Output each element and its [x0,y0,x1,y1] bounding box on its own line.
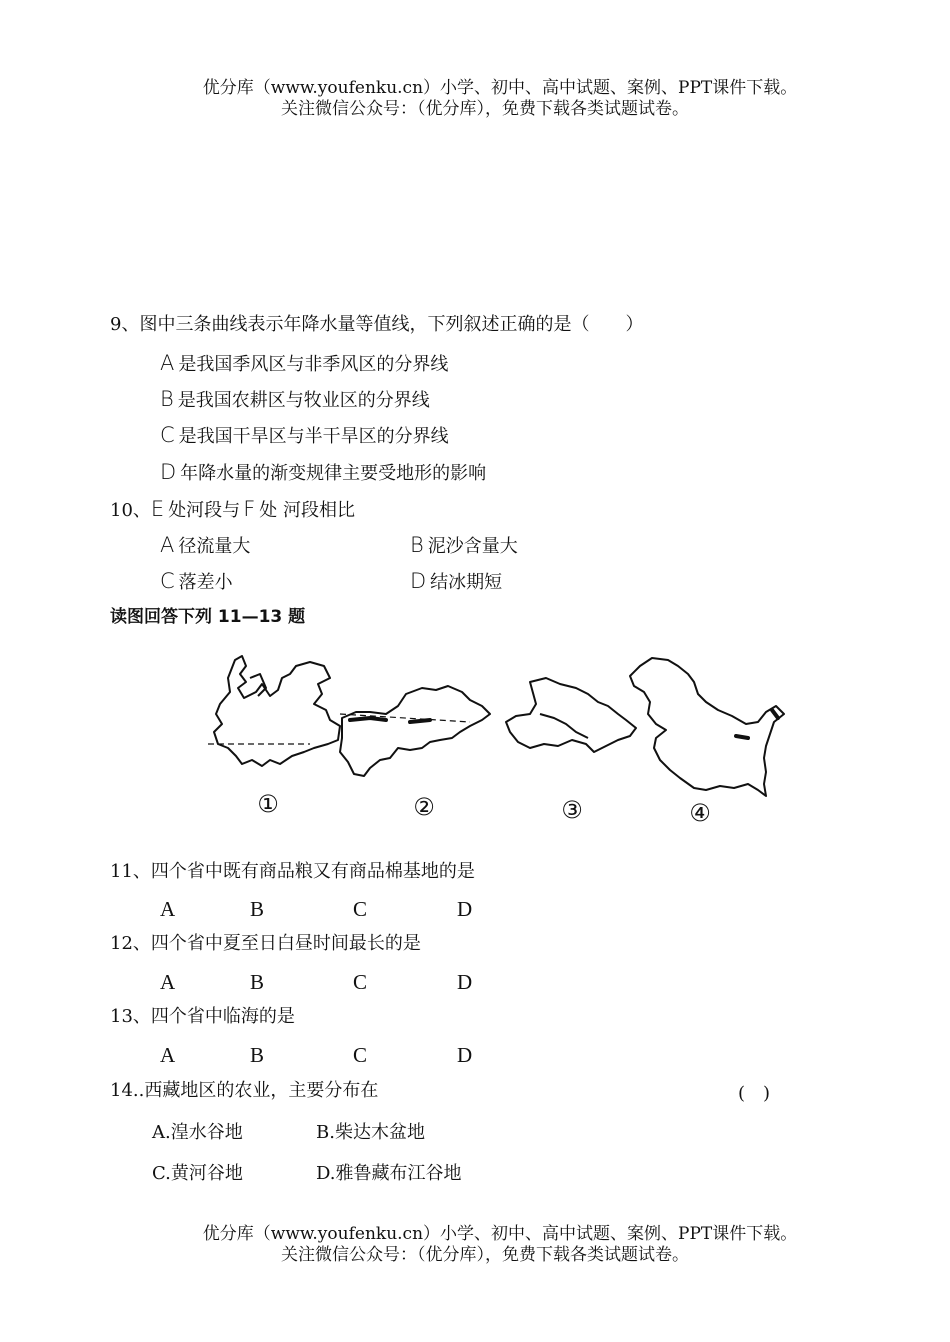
q12-stem: 12、四个省中夏至日白昼时间最长的是 [110,933,421,954]
river-mark-1 [350,718,386,720]
q12-choice-b: B [250,970,265,994]
q10-option-d [410,569,502,595]
q10-option-c-letter: C [160,569,175,593]
q9-option-d [160,460,486,486]
q10-f: F [243,497,256,521]
q11-choice-c: C [353,897,368,921]
q14-option-d: D.雅鲁藏布江谷地 [316,1163,462,1184]
q13-choice-d: D [457,1043,473,1067]
header-line-1: 优分库（www.youfenku.cn）小学、初中、高中试题、案例、PPT课件下载。 [202,78,798,98]
q13-choice-c: C [353,1043,368,1067]
q14-option-a: A.湟水谷地 [152,1122,243,1143]
q9-option-a [160,351,448,377]
q14-option-c: C.黄河谷地 [152,1163,243,1184]
q14-answer-paren: ( ) [738,1083,771,1104]
q10-suffix: 处 河段相比 [259,500,356,521]
header-line-2: 关注微信公众号：（优分库），免费下载各类试题试卷。 [281,99,689,119]
q10-option-a-letter: A [160,533,175,557]
q10-option-a-text: 径流量大 [178,536,251,557]
river-mark-2 [410,720,430,722]
q11-choice-d: D [457,897,473,921]
q11-stem: 11、四个省中既有商品粮又有商品棉基地的是 [110,861,475,882]
map-label-4: ④ [689,799,711,827]
q10-e: E [150,497,165,521]
q9-option-a-text: 是我国季风区与非季风区的分界线 [178,354,449,375]
q10-option-c [160,569,233,595]
q9-option-d-text: 年降水量的渐变规律主要受地形的影响 [180,463,487,484]
q11-choice-a: A [160,897,176,921]
province-2-outline [340,686,490,776]
map-label-1: ① [257,790,279,818]
q12-choice-d: D [457,970,473,994]
q13-choice-b: B [250,1043,265,1067]
q11-choice-b: B [250,897,265,921]
q10-option-d-text: 结冰期短 [430,572,503,593]
q9-option-b-text: 是我国农耕区与牧业区的分界线 [177,390,430,411]
q9-option-c-text: 是我国干旱区与半干旱区的分界线 [178,426,449,447]
map-label-3: ③ [561,796,583,824]
q10-option-c-text: 落差小 [178,572,233,593]
q14-option-b: B.柴达木盆地 [316,1122,425,1143]
river-mark-3 [736,736,748,738]
footer-line-1: 优分库（www.youfenku.cn）小学、初中、高中试题、案例、PPT课件下载。 [202,1224,798,1244]
q10-option-d-letter: D [410,569,427,593]
q10-prefix: 10、 [110,500,151,521]
river-mark-4 [772,710,778,718]
province-outline-map [200,648,800,838]
footer-line-2: 关注微信公众号：（优分库），免费下载各类试题试卷。 [281,1245,689,1265]
q10-stem [110,497,355,523]
q10-option-b [410,533,518,559]
q9-option-c-letter: C [160,423,175,447]
q13-choice-a: A [160,1043,176,1067]
q12-choice-c: C [353,970,368,994]
q9-option-b [160,387,430,413]
province-3-outline [506,678,636,752]
q10-mid: 处河段与 [168,500,241,521]
q9-option-d-letter: D [160,460,177,484]
page-footer [0,1224,950,1266]
q9-stem: 9、图中三条曲线表示年降水量等值线，下列叙述正确的是（ ） [110,314,644,335]
province-1-outline [214,656,340,766]
map-label-2: ② [413,793,435,821]
q10-option-b-text: 泥沙含量大 [427,536,518,557]
q10-option-a [160,533,250,559]
q13-stem: 13、四个省中临海的是 [110,1006,295,1027]
q9-option-a-letter: A [160,351,175,375]
page-header [0,78,950,120]
q14-stem: 14..西藏地区的农业，主要分布在 [110,1080,379,1101]
q9-option-c [160,423,449,449]
section-title: 读图回答下列 11—13 题 [110,607,306,627]
q12-choice-a: A [160,970,176,994]
province-4-outline [630,658,784,796]
q9-option-b-letter: B [160,387,174,411]
q10-option-b-letter: B [410,533,424,557]
